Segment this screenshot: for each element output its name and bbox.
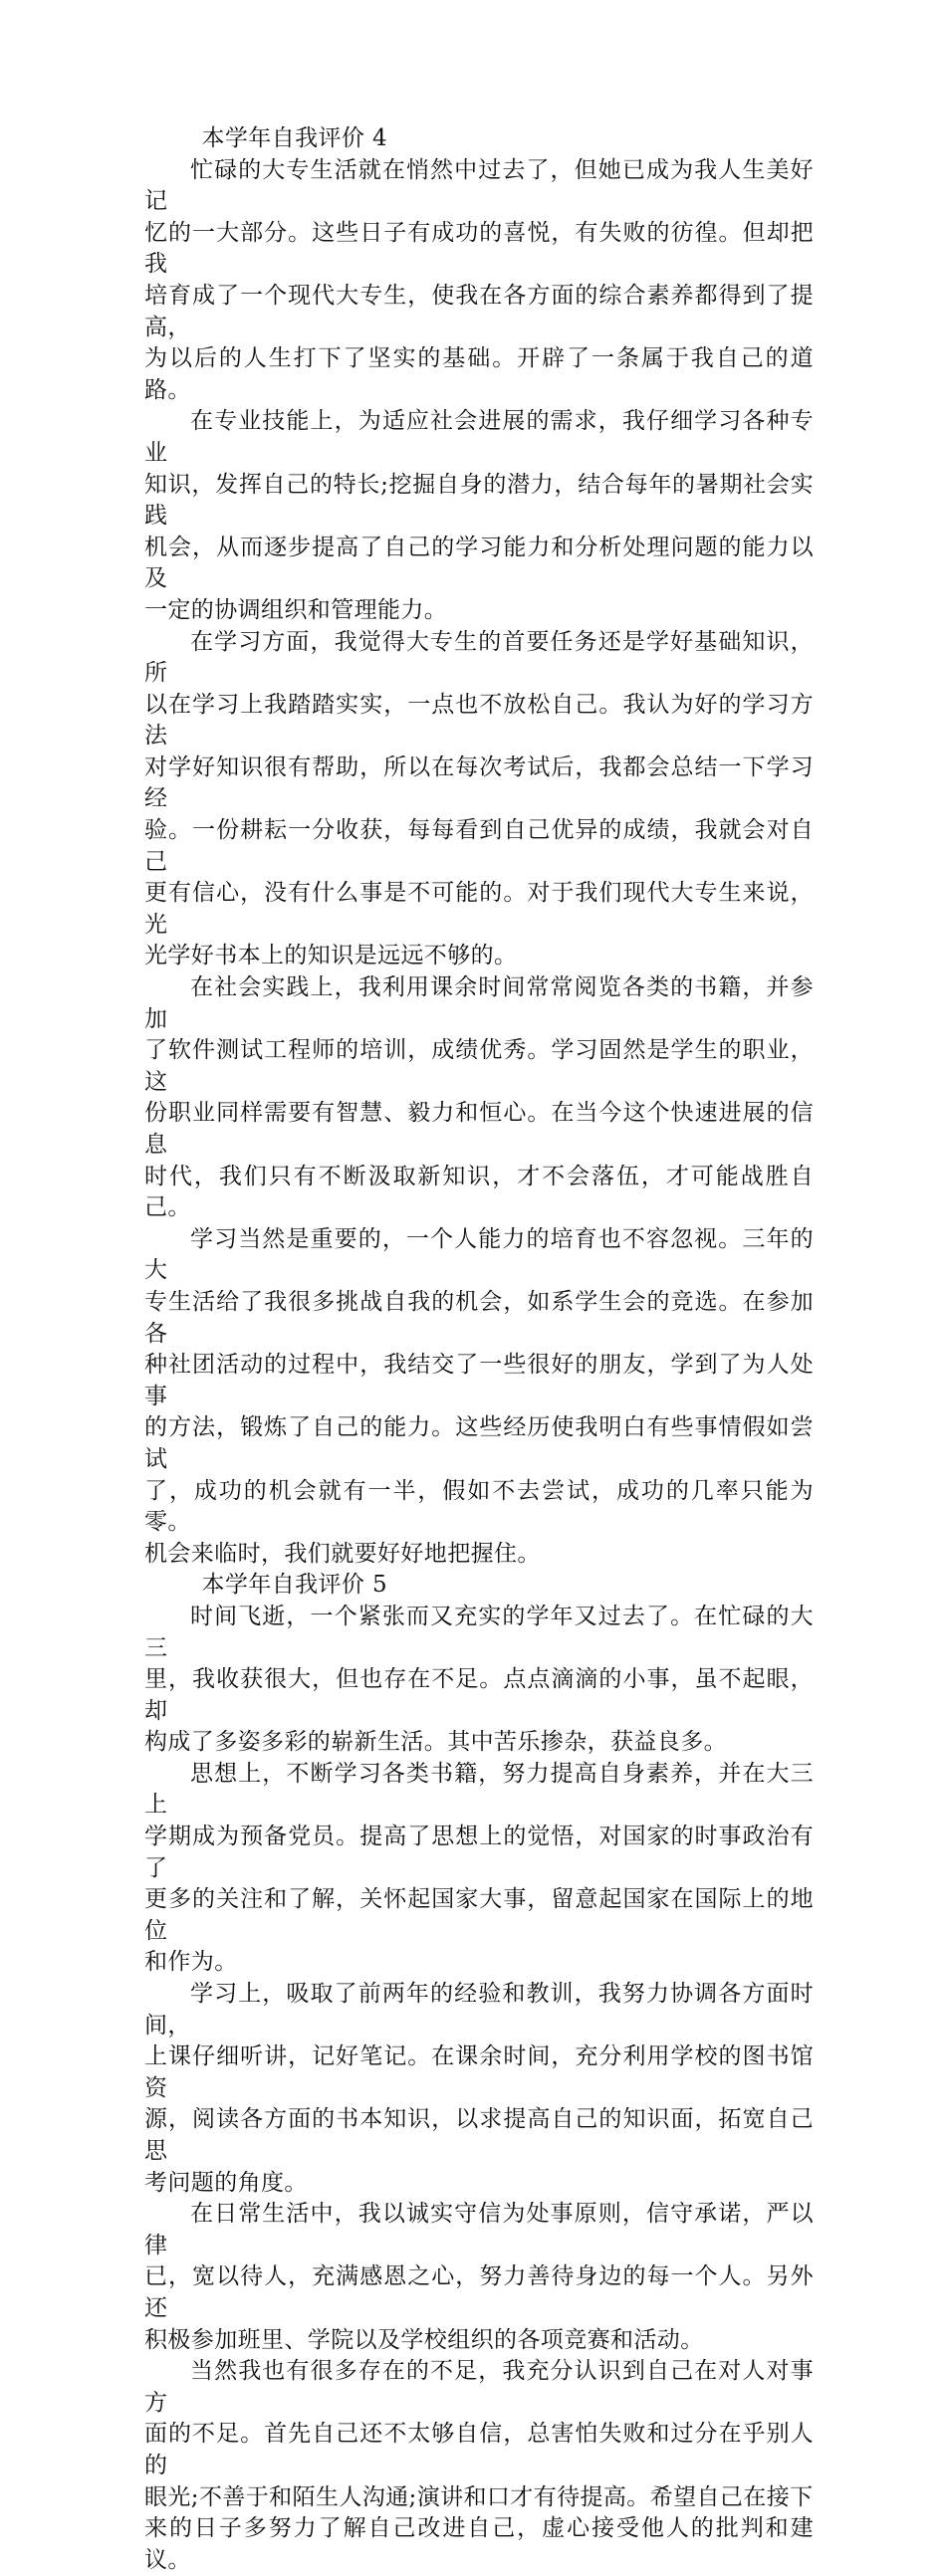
- document-body: [144, 123, 814, 2576]
- paragraph: 在专业技能上，为适应社会进展的需求，我仔细学习各种专业 知识，发挥自己的特长;挖掘自身的潜力，结合每年的暑期社会实践 机会，从而逐步提高了自己的学习能力和分析处理问题的能力以及 一定的协调组织和管理能力。: [144, 408, 814, 623]
- paragraph: 学习当然是重要的，一个人能力的培育也不容忽视。三年的大 专生活给了我很多挑战自我的机会，如系学生会的竞选。在参加各 种社团活动的过程中，我结交了一些很好的朋友，学到了为人处事 的方法，锻炼了自己的能力。这些经历使我明白有些事情假如尝试 了，成功的机会就有一半，假如不去尝试，成功的几率只能为零。 机会来临时，我们就要好好地把握住。: [144, 1225, 814, 1567]
- paragraph: 忙碌的大专生活就在悄然中过去了，但她已成为我人生美好记 忆的一大部分。这些日子有成功的喜悦，有失败的彷徨。但却把我 培育成了一个现代大专生，使我在各方面的综合素养都得到了提高， 为以后的人生打下了坚实的基础。开辟了一条属于我自己的道路。: [144, 156, 814, 403]
- section-heading-4: 本学年自我评价 4: [201, 125, 388, 151]
- paragraph: 思想上，不断学习各类书籍，努力提高自身素养，并在大三上 学期成为预备党员。提高了思想上的觉悟，对国家的时事政治有了 更多的关注和了解，关怀起国家大事，留意起国家在国际上的地位 和作为。: [144, 1760, 814, 1976]
- paragraph: 在学习方面，我觉得大专生的首要任务还是学好基础知识，所 以在学习上我踏踏实实，一点也不放松自己。我认为好的学习方法 对学好知识很有帮助，所以在每次考试后，我都会总结一下学习经 验。一份耕耘一分收获，每每看到自己优异的成绩，我就会对自己 更有信心，没有什么事是不可能的。对于我们现代大专生来说，光 光学好书本上的知识是远远不够的。: [144, 628, 814, 969]
- paragraph: 在社会实践上，我利用课余时间常常阅览各类的书籍，并参加 了软件测试工程师的培训，成绩优秀。学习固然是学生的职业，这 份职业同样需要有智慧、毅力和恒心。在当今这个快速进展的信息 时代，我们只有不断汲取新知识，才不会落伍，才可能战胜自己。: [144, 974, 814, 1221]
- paragraph: 当然我也有很多存在的不足，我充分认识到自己在对人对事方 面的不足。首先自己还不太够自信，总害怕失败和过分在乎别人的 眼光;不善于和陌生人沟通;演讲和口才有待提高。希望自己在接下 来的日子多努力了解自己改进自己，虚心接受他人的批判和建议。: [144, 2358, 814, 2573]
- section-heading-5: 本学年自我评价 5: [201, 1572, 388, 1599]
- paragraph: 在日常生活中，我以诚实守信为处事原则，信守承诺，严以律 已，宽以待人，充满感恩之心，努力善待身边的每一个人。另外还 积极参加班里、学院以及学校组织的各项竞赛和活动。: [144, 2201, 814, 2353]
- paragraph: 学习上，吸取了前两年的经验和教训，我努力协调各方面时间， 上课仔细听讲，记好笔记。在课余时间，充分利用学校的图书馆资 源，阅读各方面的书本知识，以求提高自己的知识面，拓宽自己思 考问题的角度。: [144, 1981, 814, 2196]
- paragraph: 时间飞逝，一个紧张而又充实的学年又过去了。在忙碌的大三 里，我收获很大，但也存在不足。点点滴滴的小事，虽不起眼，却 构成了多姿多彩的崭新生活。其中苦乐掺杂，获益良多。: [144, 1603, 814, 1756]
